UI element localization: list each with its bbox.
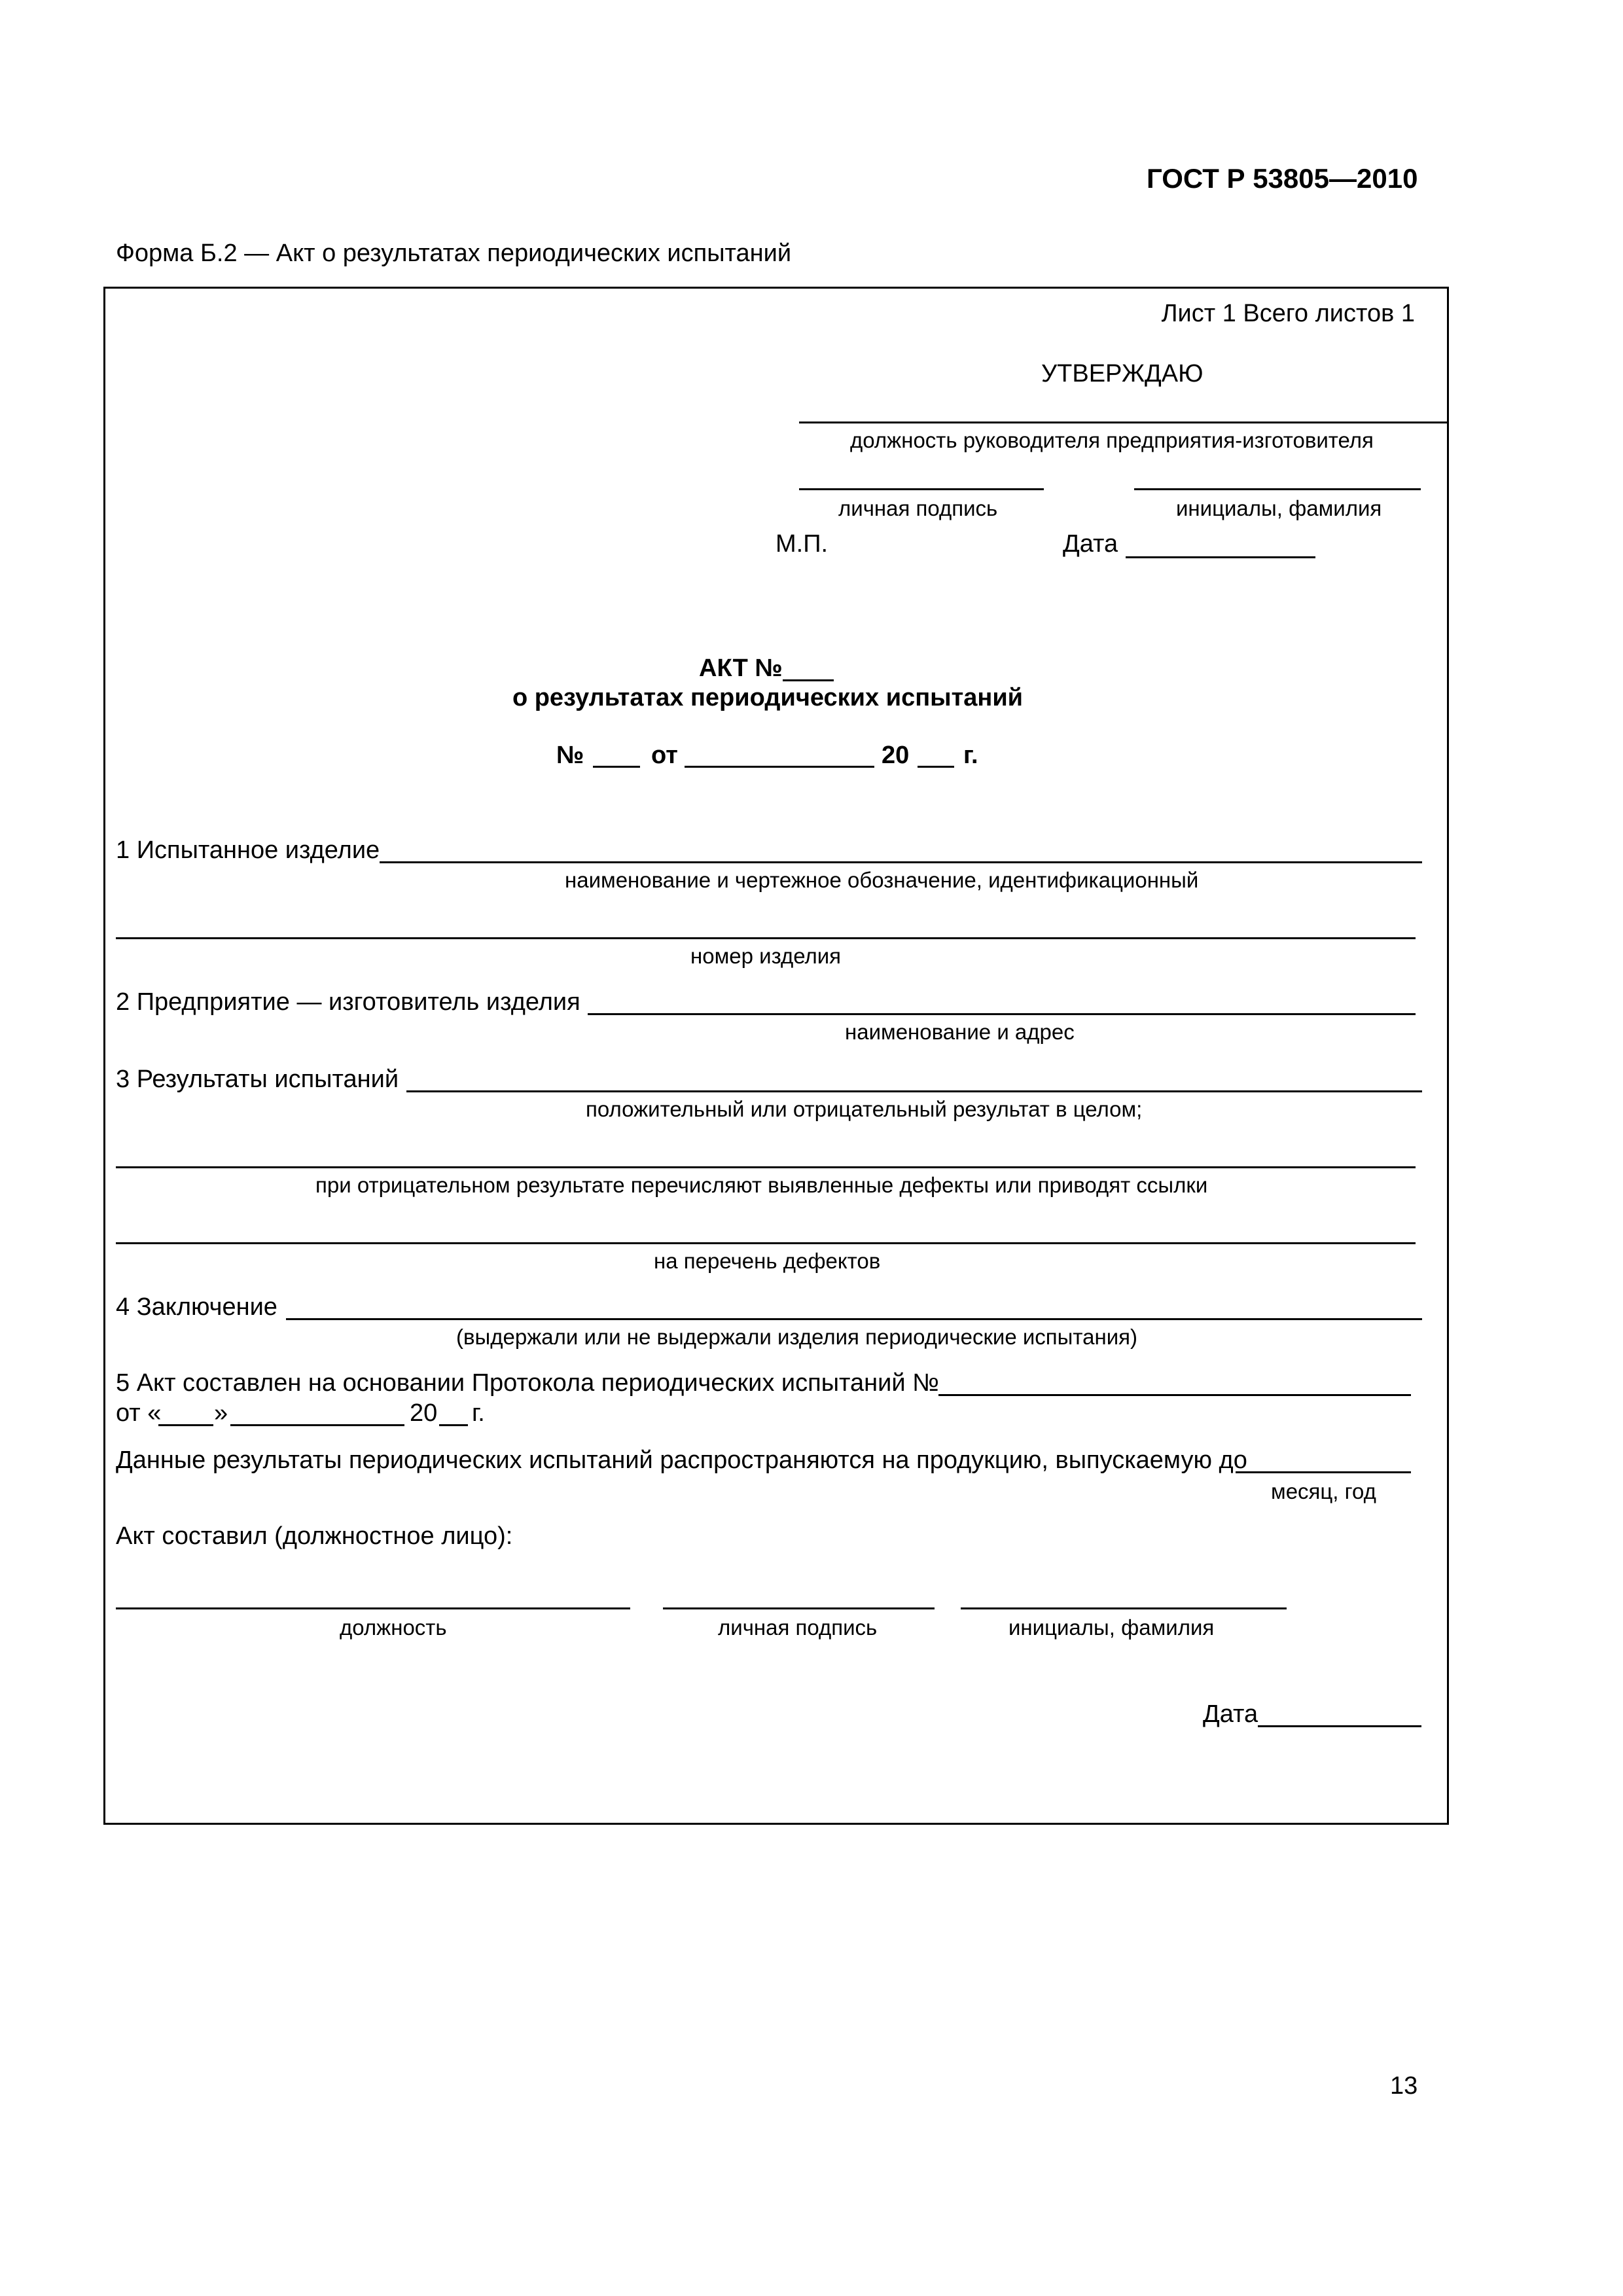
extend-text: Данные результаты периодических испытаний распространяются на продукцию, выпускаемую до (116, 1446, 1247, 1474)
item1-line-2[interactable] (116, 937, 1416, 939)
compiled-position-caption: должность (340, 1615, 447, 1640)
item5-year-suffix: г. (472, 1399, 485, 1427)
item3-caption: положительный или отрицательный результат в целом; (586, 1097, 1143, 1121)
act-title: АКТ № (699, 655, 783, 682)
protocol-month-line[interactable] (230, 1424, 404, 1426)
signature-caption: личная подпись (838, 496, 998, 520)
item5-year: 20 (410, 1399, 438, 1427)
page-number: 13 (1390, 2072, 1418, 2100)
compiled-name-line[interactable] (961, 1607, 1287, 1609)
item3-caption-2: при отрицательном результате перечисляют выявленные дефекты или приводят ссылки (315, 1173, 1208, 1197)
approve-label: УТВЕРЖДАЮ (1041, 360, 1204, 387)
approval-date-line[interactable] (1126, 556, 1315, 558)
extend-date-line[interactable] (1236, 1471, 1411, 1473)
stamp-label: М.П. (776, 530, 829, 558)
name-line[interactable] (1134, 488, 1421, 490)
item3-line-2[interactable] (116, 1166, 1416, 1168)
act-date-line[interactable] (685, 766, 874, 768)
act-from-label: от (651, 742, 678, 769)
item3-line-3[interactable] (116, 1242, 1416, 1244)
item1-label: 1 Испытанное изделие (116, 836, 380, 864)
name-caption: инициалы, фамилия (1176, 496, 1382, 520)
item1-caption: наименование и чертежное обозначение, идентификационный (565, 868, 1199, 892)
extend-caption: месяц, год (1271, 1479, 1376, 1503)
item3-label: 3 Результаты испытаний (116, 1066, 399, 1093)
act-year-suffix: г. (963, 742, 978, 769)
item4-caption: (выдержали или не выдержали изделия периодические испытания) (456, 1325, 1137, 1349)
item3-line[interactable] (406, 1090, 1422, 1092)
act-no-line[interactable] (593, 766, 640, 768)
signature-line[interactable] (799, 488, 1044, 490)
position-line[interactable] (799, 422, 1447, 423)
item2-caption: наименование и адрес (845, 1020, 1075, 1044)
item3-caption-3: на перечень дефектов (654, 1249, 881, 1273)
position-caption: должность руководителя предприятия-изготовителя (850, 428, 1374, 452)
act-number-line[interactable] (783, 679, 834, 681)
item5-label: 5 Акт составлен на основании Протокола периодических испытаний № (116, 1369, 939, 1397)
item5-quote-close: » (214, 1399, 228, 1427)
protocol-year-line[interactable] (439, 1424, 468, 1426)
item2-label: 2 Предприятие — изготовитель изделия (116, 988, 580, 1016)
compiled-position-line[interactable] (116, 1607, 630, 1609)
compiled-name-caption: инициалы, фамилия (1008, 1615, 1215, 1640)
item1-line[interactable] (380, 861, 1422, 863)
standard-number: ГОСТ Р 53805—2010 (1147, 163, 1418, 194)
compiled-signature-line[interactable] (663, 1607, 935, 1609)
act-year-prefix: 20 (882, 742, 910, 769)
protocol-day-line[interactable] (158, 1424, 213, 1426)
act-no-label: № (556, 742, 584, 769)
final-date-line[interactable] (1258, 1725, 1421, 1727)
sheet-info: Лист 1 Всего листов 1 (1161, 300, 1415, 327)
item4-line[interactable] (286, 1318, 1422, 1320)
approval-date-label: Дата (1063, 530, 1118, 558)
compiled-signature-caption: личная подпись (718, 1615, 878, 1640)
protocol-number-line[interactable] (938, 1394, 1411, 1396)
final-date-label: Дата (1203, 1700, 1258, 1728)
item4-label: 4 Заключение (116, 1293, 277, 1321)
act-subtitle: о результатах периодических испытаний (512, 684, 1024, 711)
compiled-by: Акт составил (должностное лицо): (116, 1522, 513, 1550)
form-title: Форма Б.2 — Акт о результатах периодических испытаний (116, 240, 792, 267)
item2-line[interactable] (588, 1013, 1416, 1015)
item1-caption-2: номер изделия (690, 944, 842, 968)
act-year-line[interactable] (918, 766, 954, 768)
item5-from: от « (116, 1399, 162, 1427)
